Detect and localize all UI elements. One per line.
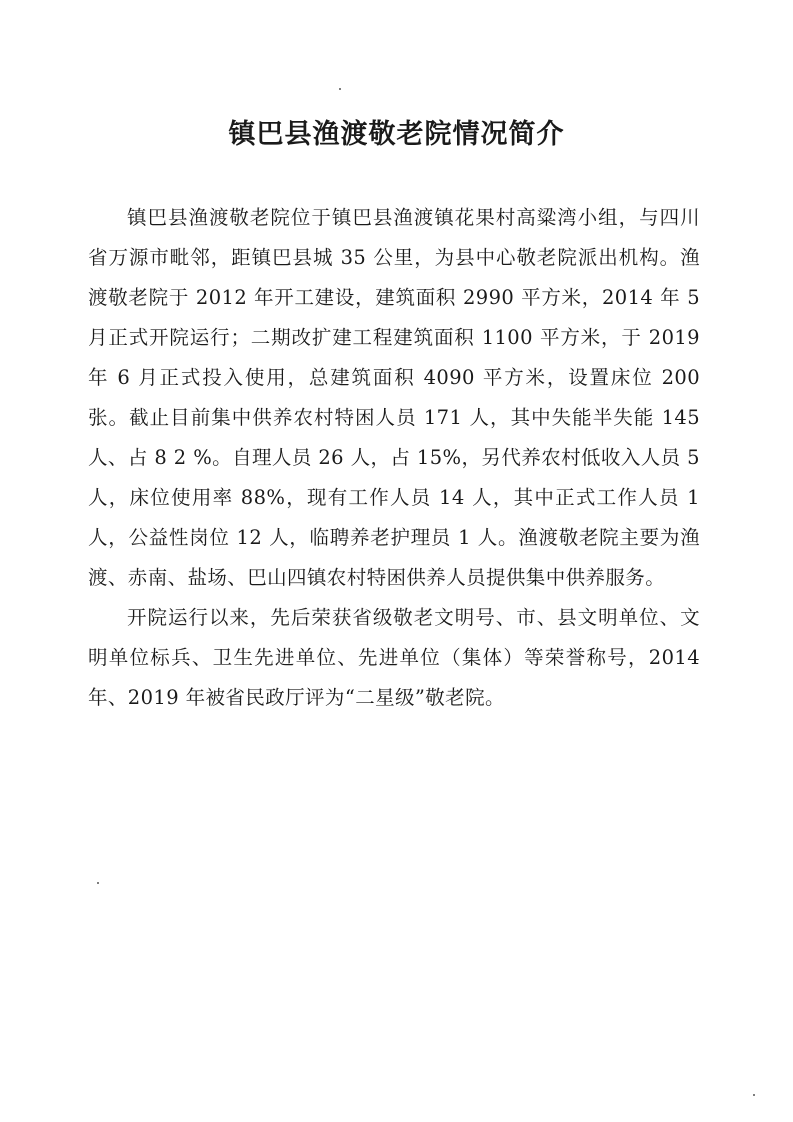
paragraph-overview: 镇巴县渔渡敬老院位于镇巴县渔渡镇花果村高粱湾小组，与四川省万源市毗邻，距镇巴县城 35 公里，为县中心敬老院派出机构。渔渡敬老院于 2012 年开工建设，建筑面积 2990 平方米，2014 年 5 月正式开院运行；二期改扩建工程建筑面积 1100 平方米，于 2019 年 6 月正式投入使用，总建筑面积 4090 平方米，设置床位 200 张。截止目前集中供养农村特困人员 171 人，其中失能半失能 145 人、占 8 2 %。自理人员 26 人，占 15%，另代养农村低收入人员 5 人，床位使用率 88%，现有工作人员 14 人，其中正式工作人员 1 人，公益性岗位 12 人，临聘养老护理员 1 人。渔渡敬老院主要为渔渡、赤南、盐场、巴山四镇农村特困供养人员提供集中供养服务。 <box>88 206 700 589</box>
scan-speck <box>339 88 341 90</box>
scan-speck <box>753 1094 755 1096</box>
scan-speck <box>97 882 99 884</box>
paragraph-honors: 开院运行以来，先后荣获省级敬老文明号、市、县文明单位、文明单位标兵、卫生先进单位、先进单位（集体）等荣誉称号，2014 年、2019 年被省民政厅评为“二星级”敬老院。 <box>88 606 700 709</box>
document-body <box>88 198 700 718</box>
document-title: 镇巴县渔渡敬老院情况简介 <box>228 119 565 150</box>
